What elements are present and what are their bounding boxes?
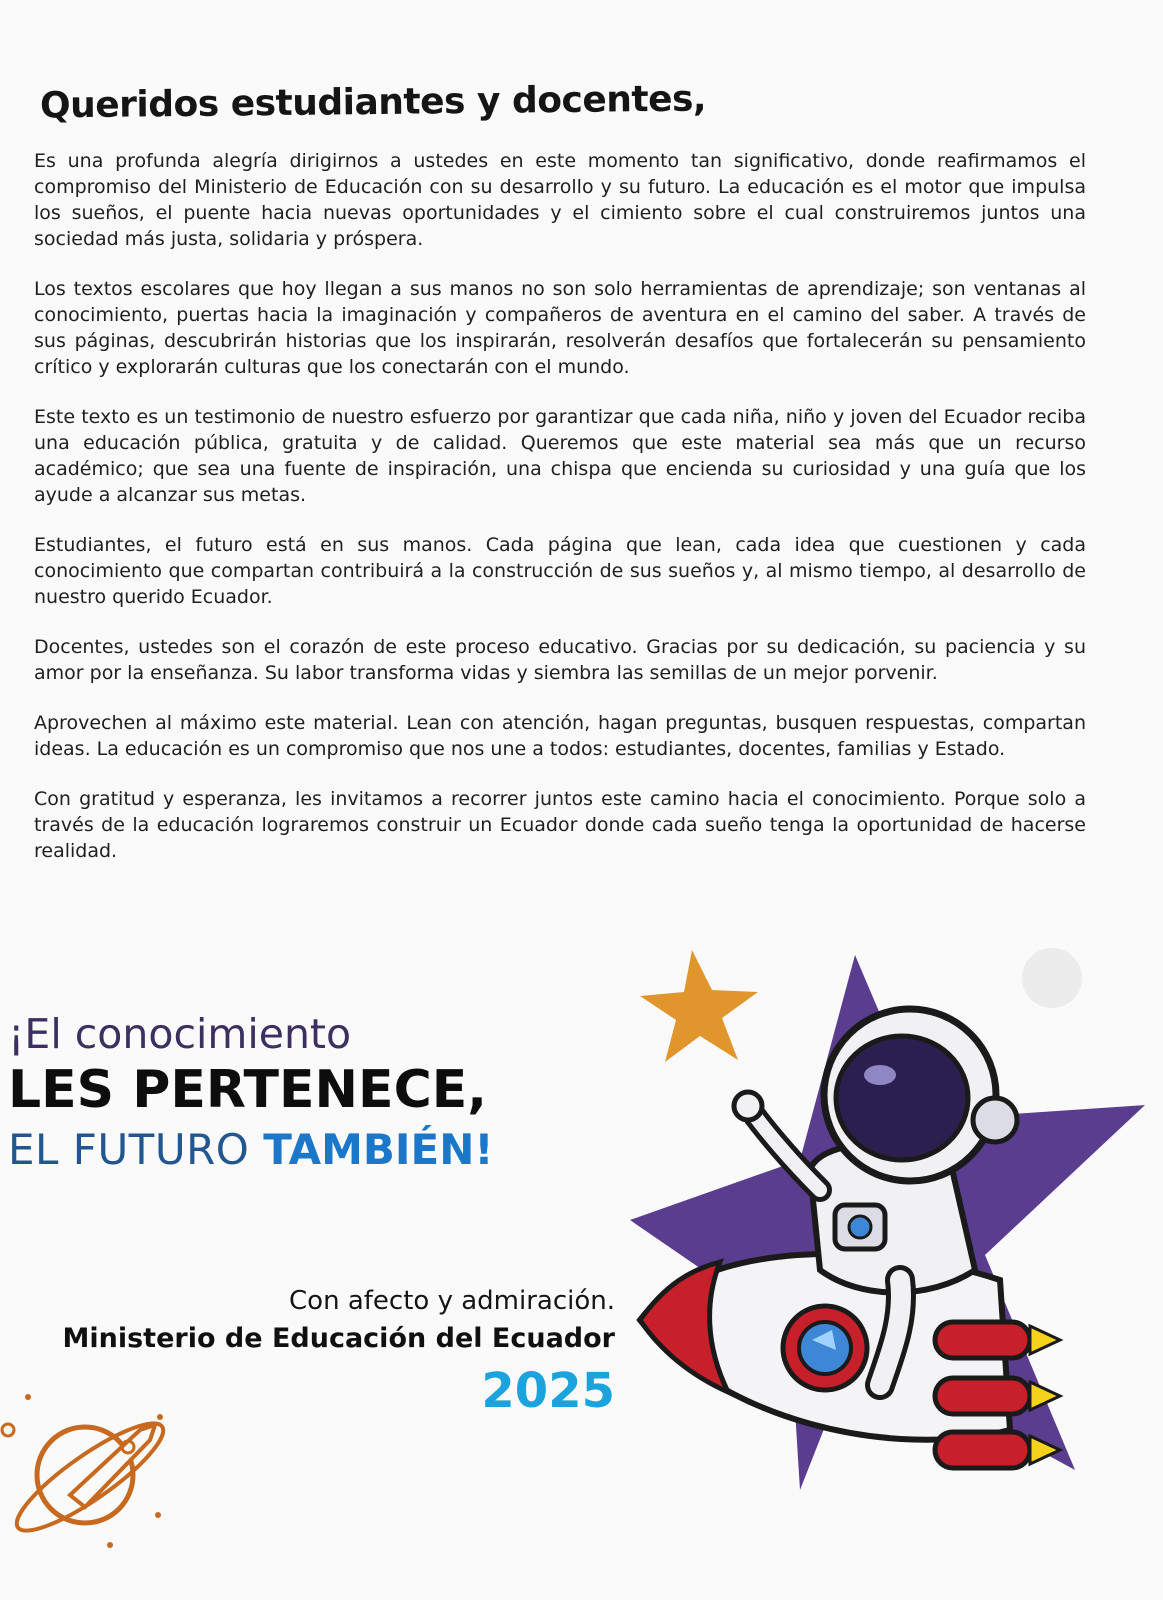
paragraph-7: Con gratitud y esperanza, les invitamos a recorrer juntos este camino hacia el conocimiento. Porque solo a través de la educación lograremos construir un Ecuador donde cada sueño tenga la oportunidad de hacerse realidad. xyxy=(34,788,1086,862)
moon-icon xyxy=(1022,948,1082,1008)
paragraph-2: Los textos escolares que hoy llegan a sus manos no son solo herramientas de aprendizaje; son ventanas al conocimiento, puertas hacia la imaginación y compañeros de aventura en el camino del saber. A través de sus páginas, descubrirán historias que los inspirarán, resolverán desafíos que fortalecerán su pensamiento crítico y explorarán culturas que los conectarán con el mundo. xyxy=(34,278,1086,378)
letter-title: Queridos estudiantes y docentes, xyxy=(39,78,707,127)
signature-closing: Con afecto y admiración. xyxy=(289,1286,615,1316)
slogan-line-1: ¡El conocimiento xyxy=(8,1010,352,1058)
slogan-line-3-part-2: TAMBIÉN! xyxy=(263,1125,494,1174)
slogan-line-2: LES PERTENECE, xyxy=(8,1060,488,1120)
paragraph-1: Es una profunda alegría dirigirnos a ustedes en este momento tan significativo, donde reafirmamos el compromiso del Ministerio de Educación con su desarrollo y su futuro. La educación es el motor que impulsa los sueños, el puente hacia nuevas oportunidades y el cimiento sobre el cual construiremos juntos una sociedad más justa, solidaria y próspera. xyxy=(34,150,1086,250)
paragraph-5: Docentes, ustedes son el corazón de este proceso educativo. Gracias por su dedicación, su paciencia y su amor por la enseñanza. Su labor transforma vidas y siembra las semillas de un mejor porvenir. xyxy=(34,636,1086,684)
paragraph-3: Este texto es un testimonio de nuestro esfuerzo por garantizar que cada niña, niño y joven del Ecuador reciba una educación pública, gratuita y de calidad. Queremos que este material sea más que un recurso académico; que sea una fuente de inspiración, una chispa que encienda su curiosidad y una guía que los ayude a alcanzar sus metas. xyxy=(34,406,1086,506)
paragraph-4: Estudiantes, el futuro está en sus manos. Cada página que lean, cada idea que cuestionen y cada conocimiento que compartan contribuirá a la construcción de sus sueños y, al mismo tiempo, al desarrollo de nuestro querido Ecuador. xyxy=(34,534,1086,608)
slogan-line-3 xyxy=(8,1122,494,1187)
orange-star-icon xyxy=(640,950,758,1062)
signature-year: 2025 xyxy=(481,1363,615,1419)
paragraph-6: Aprovechen al máximo este material. Lean con atención, hagan preguntas, busquen respuestas, compartan ideas. La educación es un compromiso que nos une a todos: estudiantes, docentes, familias y Estado. xyxy=(34,712,1086,760)
slogan-line-3-part-1: EL FUTURO xyxy=(8,1125,264,1174)
slogan xyxy=(8,1010,494,1187)
planet-rocket-doodle-icon xyxy=(0,1385,200,1585)
signature-organization: Ministerio de Educación del Ecuador xyxy=(62,1323,615,1354)
